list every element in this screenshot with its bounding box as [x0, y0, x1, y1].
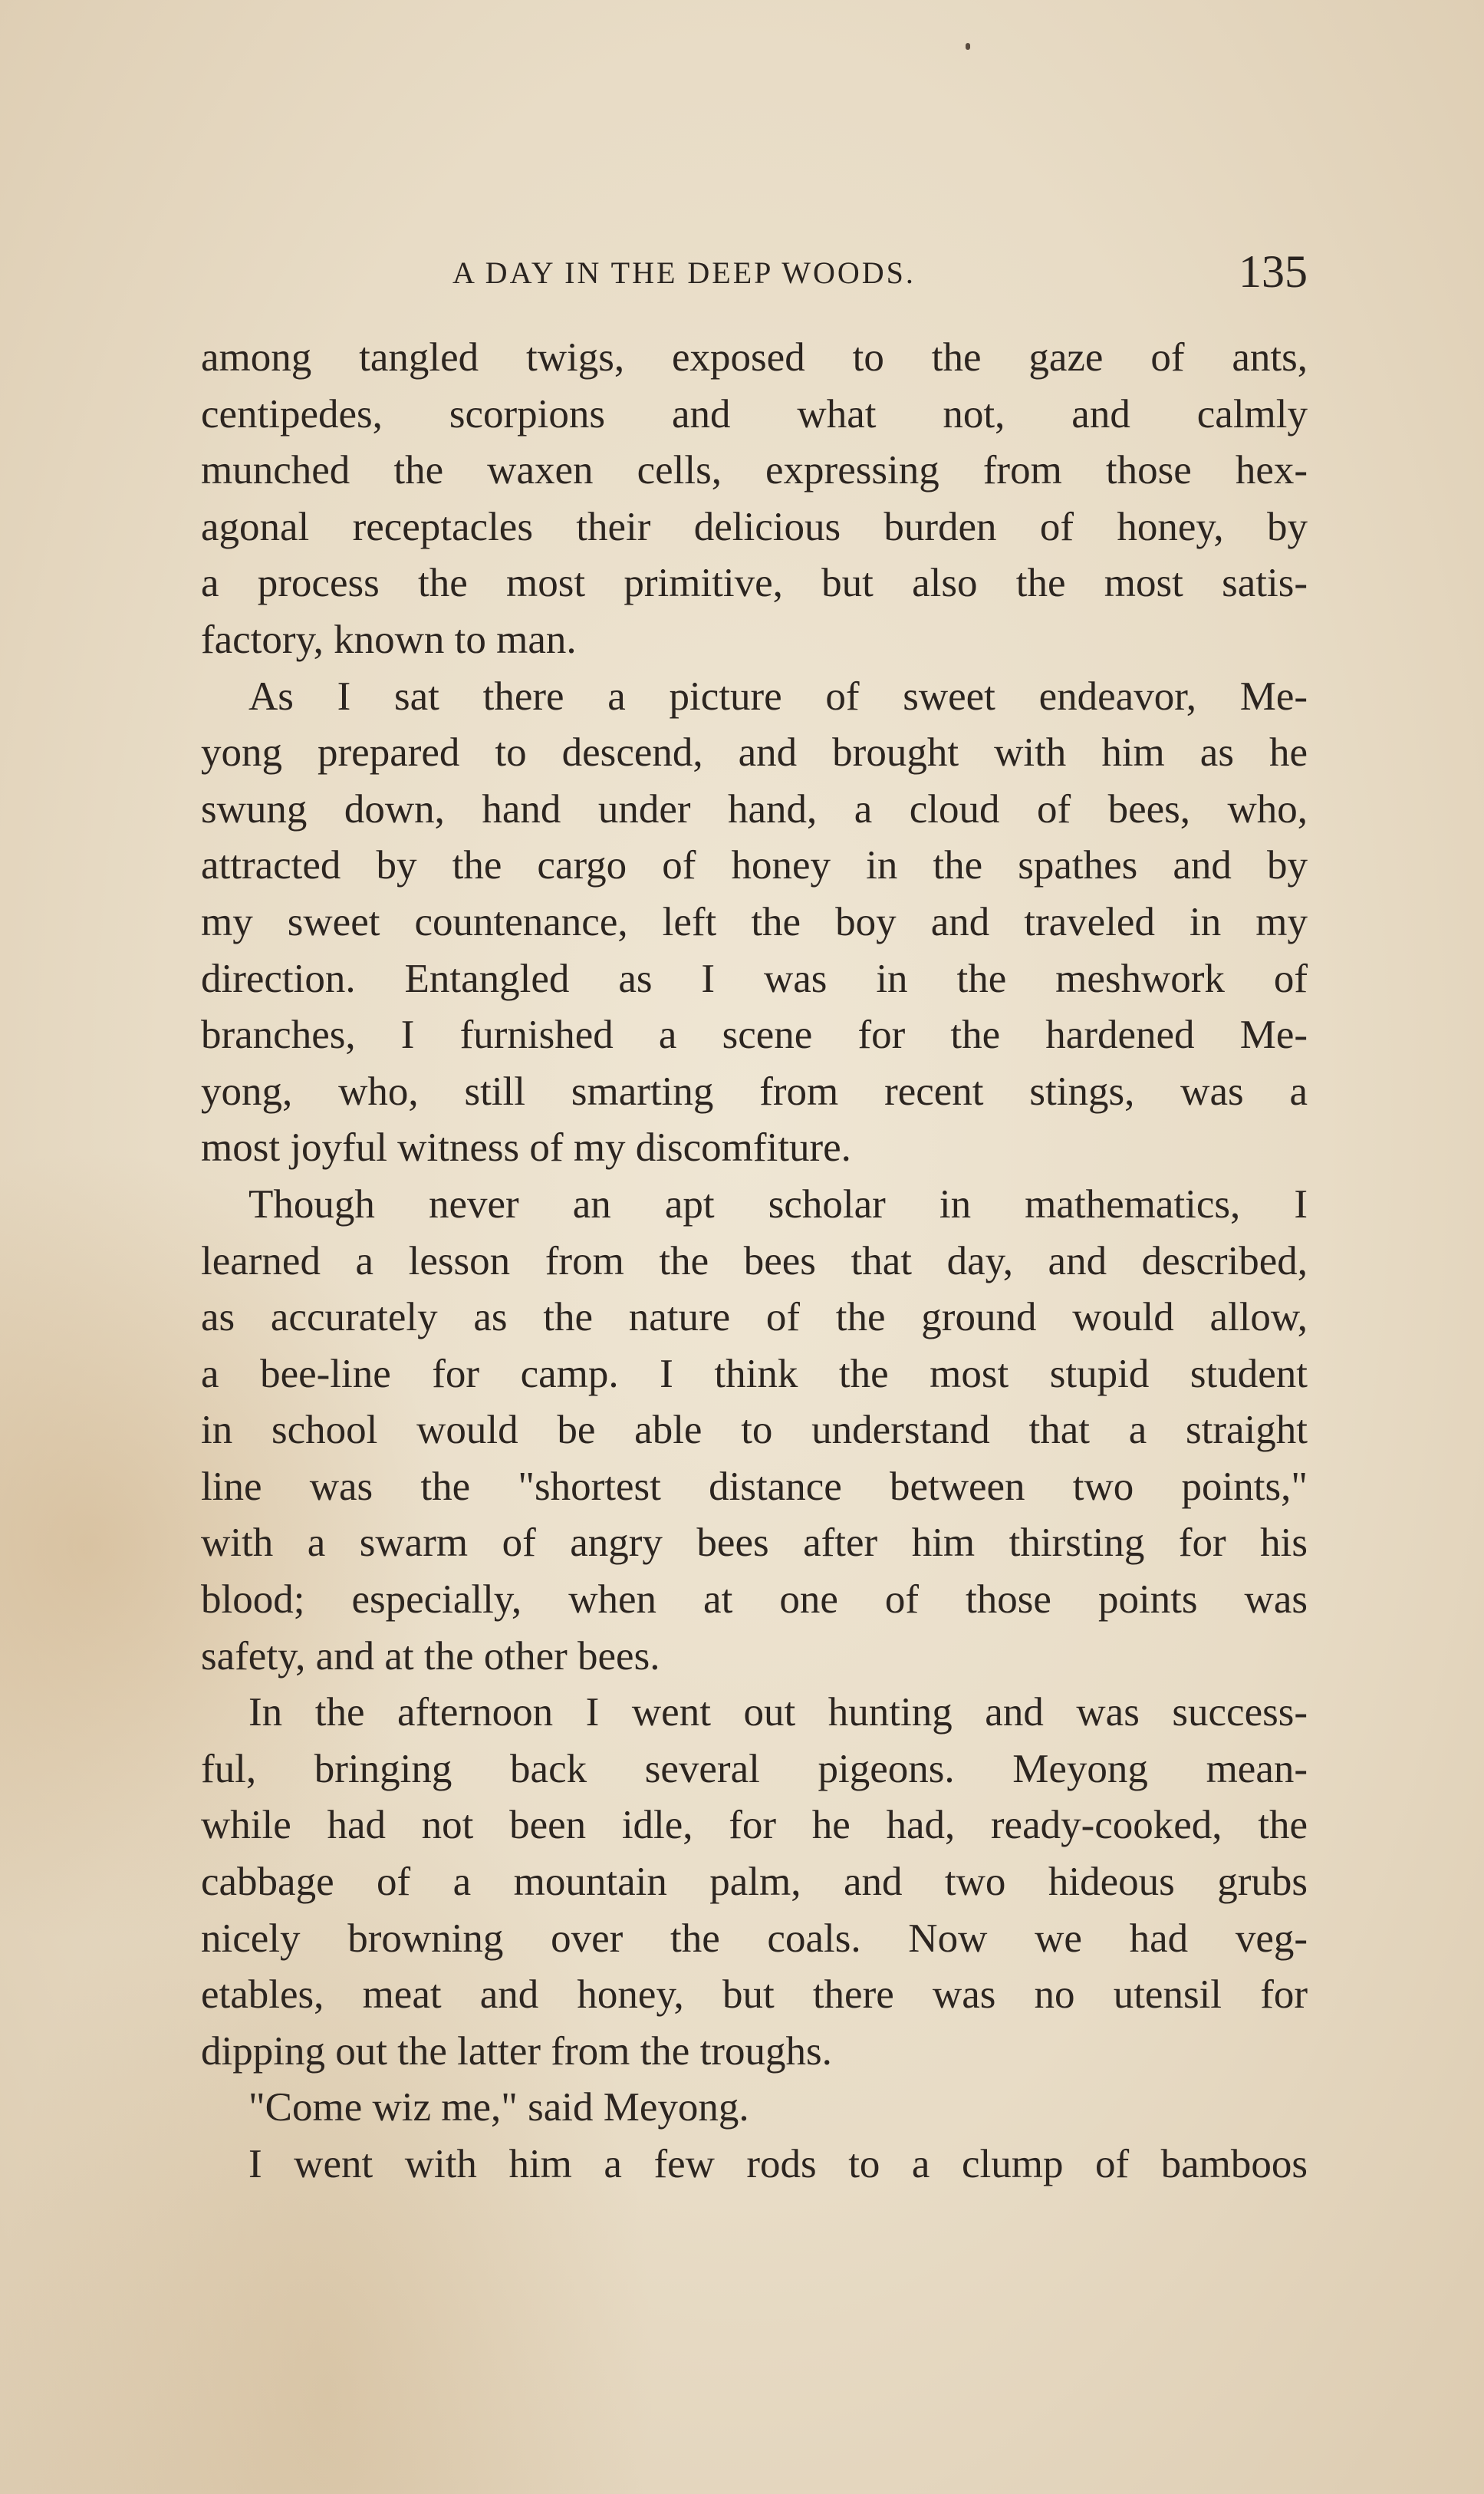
text-line: blood; especially, when at one of those points was: [201, 1577, 1308, 1623]
text-line: I went with him a few rods to a clump of bamboos: [248, 2142, 1308, 2186]
text-line: while had not been idle, for he had, ready-cooked, the: [201, 1803, 1308, 1848]
text-line: dipping out the latter from the troughs.: [201, 2028, 832, 2074]
page-header: [452, 245, 1308, 307]
text-line: among tangled twigs, exposed to the gaze of ants,: [201, 335, 1308, 380]
text-line: "Come wiz me," said Meyong.: [248, 2085, 749, 2130]
text-line: safety, and at the other bees.: [201, 1633, 660, 1679]
text-line: Though never an apt scholar in mathematics, I: [248, 1181, 1308, 1227]
text-line: yong prepared to descend, and brought with him as he: [201, 730, 1308, 776]
text-line: swung down, hand under hand, a cloud of bees, who,: [201, 786, 1308, 832]
text-line: my sweet countenance, left the boy and traveled in my: [201, 899, 1308, 944]
text-line: attracted by the cargo of honey in the spathes and by: [201, 843, 1308, 888]
text-line: nicely browning over the coals. Now we had veg-: [201, 1916, 1308, 1961]
text-line: a bee-line for camp. I think the most stupid student: [201, 1351, 1308, 1396]
text-line: factory, known to man.: [201, 617, 577, 662]
text-line: a process the most primitive, but also the most satis-: [201, 561, 1308, 606]
page-number: 135: [1239, 246, 1308, 297]
text-line: learned a lesson from the bees that day, and described,: [201, 1238, 1308, 1283]
body-text: [201, 330, 1308, 2193]
text-line: branches, I furnished a scene for the hardened Me-: [201, 1013, 1308, 1058]
text-line: yong, who, still smarting from recent stings, was a: [201, 1069, 1308, 1114]
text-line: cabbage of a mountain palm, and two hideous grubs: [201, 1860, 1308, 1905]
text-line: direction. Entangled as I was in the meshwork of: [201, 956, 1308, 1001]
text-line: as accurately as the nature of the ground would allow,: [201, 1295, 1308, 1340]
text-line: munched the waxen cells, expressing from those hex-: [201, 448, 1308, 493]
text-line: most joyful witness of my discomfiture.: [201, 1125, 851, 1171]
text-line: centipedes, scorpions and what not, and calmly: [201, 391, 1308, 437]
text-line: etables, meat and honey, but there was no utensil for: [201, 1972, 1308, 2018]
running-head: A DAY IN THE DEEP WOODS.: [452, 255, 916, 290]
text-line: in school would be able to understand that a straight: [201, 1408, 1308, 1453]
text-line: In the afternoon I went out hunting and was success-: [248, 1690, 1308, 1735]
text-line: agonal receptacles their delicious burden of honey, by: [201, 504, 1308, 549]
text-line: with a swarm of angry bees after him thirsting for his: [201, 1520, 1308, 1566]
text-line: As I sat there a picture of sweet endeavor, Me-: [248, 674, 1308, 719]
ink-speck: [966, 43, 970, 50]
text-line: line was the "shortest distance between two points,": [201, 1464, 1308, 1509]
text-line: ful, bringing back several pigeons. Meyong mean-: [201, 1746, 1308, 1791]
